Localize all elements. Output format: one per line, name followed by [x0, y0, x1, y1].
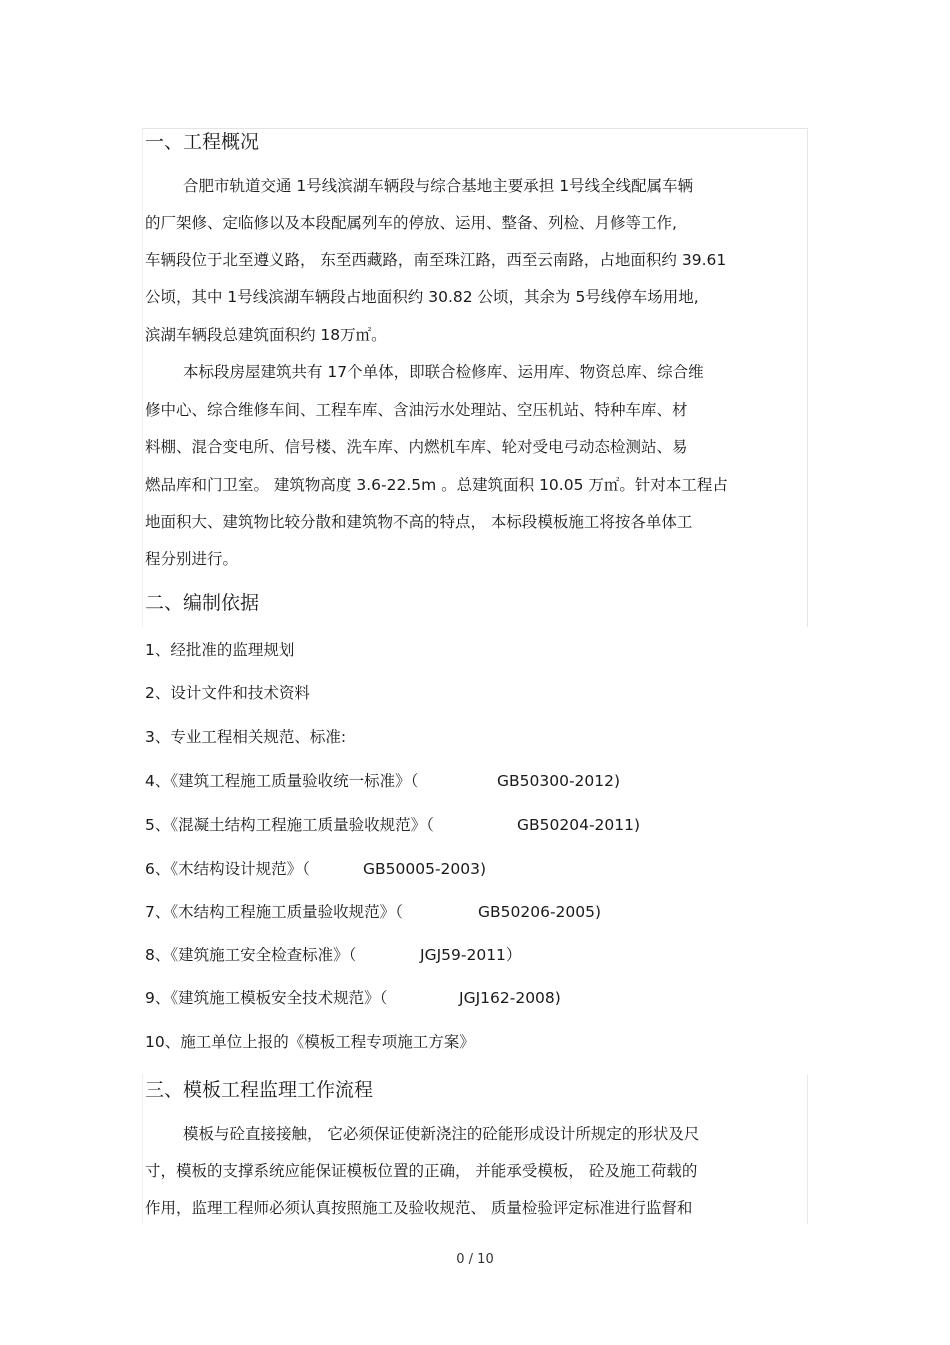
paragraph-line: 料棚、混合变电所、信号楼、洗车库、内燃机车库、轮对受电弓动态检测站、易: [145, 438, 688, 456]
paragraph-line: 滨湖车辆段总建筑面积约 18万㎡。: [145, 326, 387, 344]
list-item: 6、《木结构设计规范》（: [145, 860, 310, 878]
paragraph-line: 寸，模板的支撑系统应能保证模板位置的正确， 并能承受模板， 砼及施工荷载的: [145, 1162, 698, 1180]
paragraph-line: 的厂架修、定临修以及本段配属列车的停放、运用、整备、列检、月修等工作,: [145, 214, 677, 232]
standard-code: GB50204-2011): [517, 816, 641, 834]
section-heading: 二、编制依据: [145, 592, 260, 614]
paragraph-line: 地面积大、建筑物比较分散和建筑物不高的特点， 本标段模板施工将按各单体工: [145, 513, 693, 531]
paragraph-line: 本标段房屋建筑共有 17个单体，即联合检修库、运用库、物资总库、综合维: [183, 363, 704, 381]
list-item: 10、施工单位上报的《模板工程专项施工方案》: [145, 1033, 475, 1051]
standard-code: JGJ59-2011）: [420, 946, 522, 964]
list-item: 9、《建筑施工模板安全技术规范》（: [145, 989, 388, 1007]
paragraph-line: 公顷，其中 1号线滨湖车辆段占地面积约 30.82 公顷，其余为 5号线停车场用地,: [145, 288, 699, 306]
standard-code: GB50206-2005): [478, 903, 602, 921]
list-item: 4、《建筑工程施工质量验收统一标准》（: [145, 772, 419, 790]
list-item: 8、《建筑施工安全检查标准》（: [145, 946, 357, 964]
list-item: 1、经批准的监理规划: [145, 641, 295, 659]
page-number: 0 / 10: [456, 1252, 494, 1267]
paragraph-line: 作用，监理工程师必须认真按照施工及验收规范、 质量检验评定标准进行监督和: [145, 1199, 693, 1217]
list-item: 3、专业工程相关规范、标准:: [145, 728, 347, 746]
paragraph-line: 合肥市轨道交通 1号线滨湖车辆段与综合基地主要承担 1号线全线配属车辆: [183, 177, 694, 195]
paragraph-line: 车辆段位于北至遵义路， 东至西藏路，南至珠江路，西至云南路，占地面积约 39.61: [145, 251, 727, 269]
standard-code: GB50300-2012): [497, 772, 621, 790]
standard-code: JGJ162-2008): [459, 989, 561, 1007]
paragraph-line: 燃品库和门卫室。 建筑物高度 3.6-22.5m 。总建筑面积 10.05 万㎡。针对本工程占: [145, 476, 728, 494]
list-item: 7、《木结构工程施工质量验收规范》（: [145, 903, 403, 921]
paragraph-line: 程分别进行。: [145, 550, 239, 568]
standard-code: GB50005-2003): [363, 860, 487, 878]
paragraph-line: 模板与砼直接接触， 它必须保证使新浇注的砼能形成设计所规定的形状及尺: [183, 1125, 700, 1143]
paragraph-line: 修中心、综合维修车间、工程车库、含油污水处理站、空压机站、特种车库、材: [145, 401, 688, 419]
list-item: 2、设计文件和技术资料: [145, 684, 310, 702]
section-heading: 一、工程概况: [145, 131, 260, 153]
list-item: 5、《混凝土结构工程施工质量验收规范》（: [145, 816, 434, 834]
section-heading: 三、模板工程监理工作流程: [145, 1079, 374, 1101]
